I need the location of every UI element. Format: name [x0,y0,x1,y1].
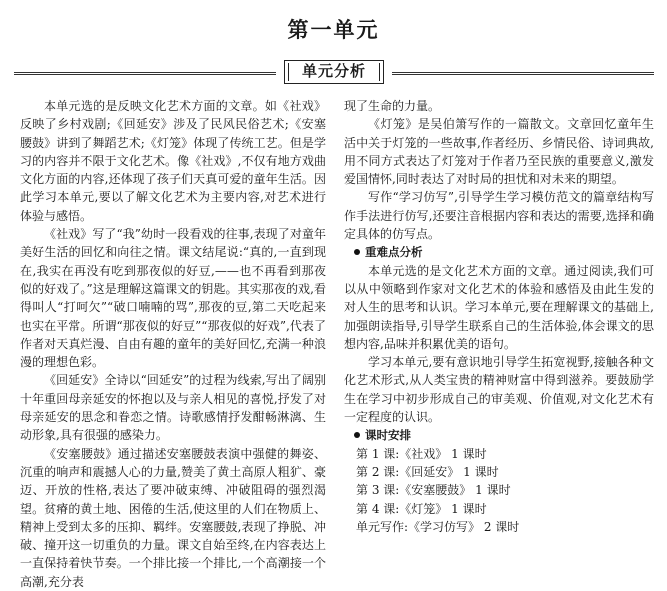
schedule-heading-text: 课时安排 [365,428,411,443]
schedule-item: 第 2 课:《回延安》 1 课时 [356,464,499,479]
she-xi-paragraph: 《社戏》写了“我”幼时一段看戏的往事,表现了对童年美好生活的回忆和向往之情。课文结尾说:“真的,一直到现在,我实在再没有吃到那夜似的好豆,——也不再看到那夜似的好戏了。”这是理解这篇课文的钥匙。其实那夜的戏,看得叫人“打呵欠”“破口喃喃的骂”,那夜的豆,第二天吃起来也实在平常。所谓“那夜似的好豆”“那夜似的好戏”,代表了作者对天真烂漫、自由有趣的童年的美好回忆,充满一种浪漫的理想色彩。 [20,227,326,370]
key-points-heading-text: 重难点分析 [365,245,423,260]
bullet-dot-icon [354,432,360,438]
schedule-heading [344,426,654,444]
bullet-dot-icon [354,249,360,255]
unit-title: 第一单元 [287,18,380,42]
schedule-item: 单元写作:《学习仿写》 2 课时 [356,519,520,534]
key-points-paragraph: 学习本单元,要有意识地引导学生拓宽视野,接触各种文化艺术形式,从人类宝贵的精神财富中得到滋养。要鼓励学生在学习中初步形成自己的审美观、价值观,对文化艺术有一定程度的认识。 [344,355,654,425]
key-points-heading [344,243,654,261]
intro-paragraph: 本单元选的是反映文化艺术方面的文章。如《社戏》反映了乡村戏剧;《回延安》涉及了民风民俗艺术;《安塞腰鼓》讲到了舞蹈艺术;《灯笼》体现了传统工艺。但是学习的内容并不限于文化艺术。像《社戏》,不仅有地方戏曲文化方面的内容,还体现了孩子们天真可爱的童年生活。因此学习本单元,要以了解文化艺术为主要内容,对艺术进行体验与感悟。 [20,99,326,223]
ansai-yaogu-paragraph: 《安塞腰鼓》通过描述安塞腰鼓表演中强健的舞姿、沉重的响声和震撼人心的力量,赞美了黄土高原人粗犷、豪迈、开放的性格,表达了要冲破束缚、冲破阻碍的强烈渴望。贫瘠的黄土地、困倦的生活,使这里的人们在物质上、精神上受到太多的压抑、羁绊。安塞腰鼓,表现了挣脱、冲破、撞开这一切重负的力量。课文自始至终,在内容表达上一直保持着快节奏。一个排比接一个排比,一个高潮接一个高潮,充分表 [20,446,326,589]
section-rule-left [14,72,276,75]
continued-paragraph: 现了生命的力量。 [344,99,441,113]
right-column [344,97,654,536]
writing-paragraph: 写作“学习仿写”,引导学生学习模仿范文的篇章结构写作手法进行仿写,还要注音根据内容和表达的需要,选择和确定具体的仿写点。 [344,190,654,242]
section-title: 单元分析 [284,60,384,84]
denglong-paragraph: 《灯笼》是吴伯箫写作的一篇散文。文章回忆童年生活中关于灯笼的一些故事,作者经历、乡情民俗、诗词典故,用不同方式表达了灯笼对于作者乃至民族的重要意义,激发爱国情怀,同时表达了对时局的担忧和对未来的期望。 [344,117,654,187]
left-column [20,97,326,591]
schedule-list [344,445,654,536]
section-rule-right [392,72,654,75]
key-points-paragraph: 本单元选的是文化艺术方面的文章。通过阅读,我们可以从中领略到作家对文化艺术的体验和感悟及由此生发的对人生的思考和认识。学习本单元,要在理解课文的基础上,加强朗读指导,引导学生联系自己的生活体验,体会课文的思想内容,品味并积累优美的语句。 [344,263,654,351]
section-header [14,60,654,86]
schedule-item: 第 3 课:《安塞腰鼓》 1 课时 [356,483,511,498]
hui-yanan-paragraph: 《回延安》全诗以“回延安”的过程为线索,写出了阔别十年重回母亲延安的怀抱以及与亲人相见的喜悦,抒发了对母亲延安的思念和眷恋之情。诗歌感情抒发酣畅淋漓、生动形象,具有很强的感染力。 [20,373,326,443]
schedule-item: 第 4 课:《灯笼》 1 课时 [356,501,487,516]
schedule-item: 第 1 课:《社戏》 1 课时 [356,446,487,461]
